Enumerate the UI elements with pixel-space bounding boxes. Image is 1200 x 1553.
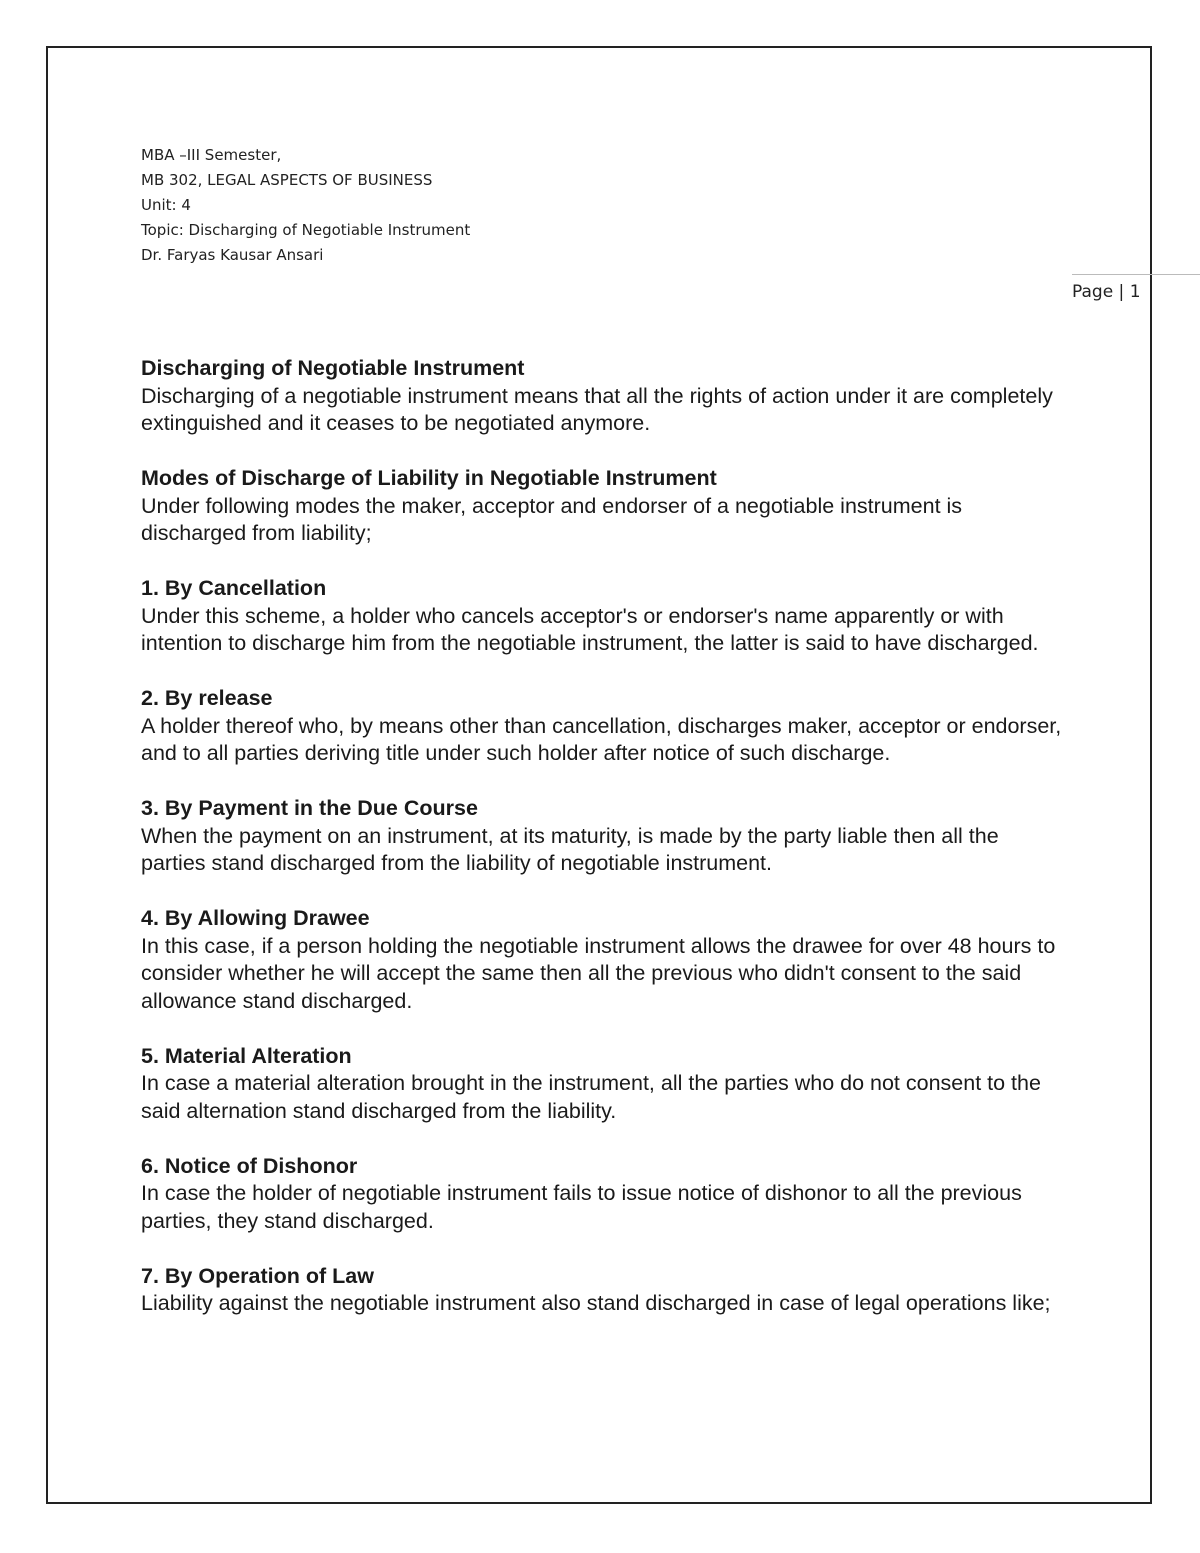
section-material-alteration [141,1043,1066,1126]
section-heading: 3. By Payment in the Due Course [141,796,478,820]
section-heading: 5. Material Alteration [141,1043,352,1068]
section-allowing-drawee [141,905,1066,1015]
section-body: Under this scheme, a holder who cancels acceptor's or endorser's name apparently or with intention to discharge him from the negotiable instrument, the latter is said to have discharged. [141,603,1039,655]
section-modes [141,465,1066,548]
header-author: Dr. Faryas Kausar Ansari [141,246,324,264]
page-number-rule [1072,274,1200,275]
section-body: A holder thereof who, by means other than cancellation, discharges maker, acceptor or endorser, and to all parties deriving title under such holder after notice of such discharge. [141,713,1062,765]
section-heading: 7. By Operation of Law [141,1263,374,1288]
document-header [141,143,470,268]
section-body: When the payment on an instrument, at its maturity, is made by the party liable then all the parties stand discharged from the liability of negotiable instrument. [141,823,999,875]
section-cancellation [141,575,1066,658]
section-heading: 6. Notice of Dishonor [141,1153,358,1178]
section-heading: 4. By Allowing Drawee [141,906,370,930]
section-heading: Modes of Discharge of Liability in Negotiable Instrument [141,466,717,490]
section-heading: Discharging of Negotiable Instrument [141,356,525,380]
section-operation-of-law [141,1263,1066,1318]
header-course: MB 302, LEGAL ASPECTS OF BUSINESS [141,171,433,189]
section-notice-of-dishonor [141,1153,1066,1236]
section-payment [141,795,1066,878]
section-body: Discharging of a negotiable instrument means that all the rights of action under it are completely extinguished and it ceases to be negotiated anymore. [141,383,1053,435]
document-body [141,355,1066,1345]
header-semester: MBA –III Semester, [141,146,282,164]
section-heading: 1. By Cancellation [141,576,327,600]
section-release [141,685,1066,768]
section-body: Under following modes the maker, acceptor and endorser of a negotiable instrument is discharged from liability; [141,493,963,545]
section-body: In case the holder of negotiable instrument fails to issue notice of dishonor to all the previous parties, they stand discharged. [141,1181,1022,1233]
header-unit: Unit: 4 [141,196,191,214]
section-definition [141,355,1066,438]
section-body: Liability against the negotiable instrument also stand discharged in case of legal operations like; [141,1291,1051,1315]
page-number: Page | 1 [1072,282,1141,302]
section-heading: 2. By release [141,686,273,710]
section-body: In this case, if a person holding the negotiable instrument allows the drawee for over 48 hours to consider whether he will accept the same then all the previous who didn't consent to the said allowance stand discharged. [141,933,1056,1013]
section-body: In case a material alteration brought in the instrument, all the parties who do not consent to the said alternation stand discharged from the liability. [141,1071,1041,1123]
header-topic: Topic: Discharging of Negotiable Instrument [141,221,471,239]
